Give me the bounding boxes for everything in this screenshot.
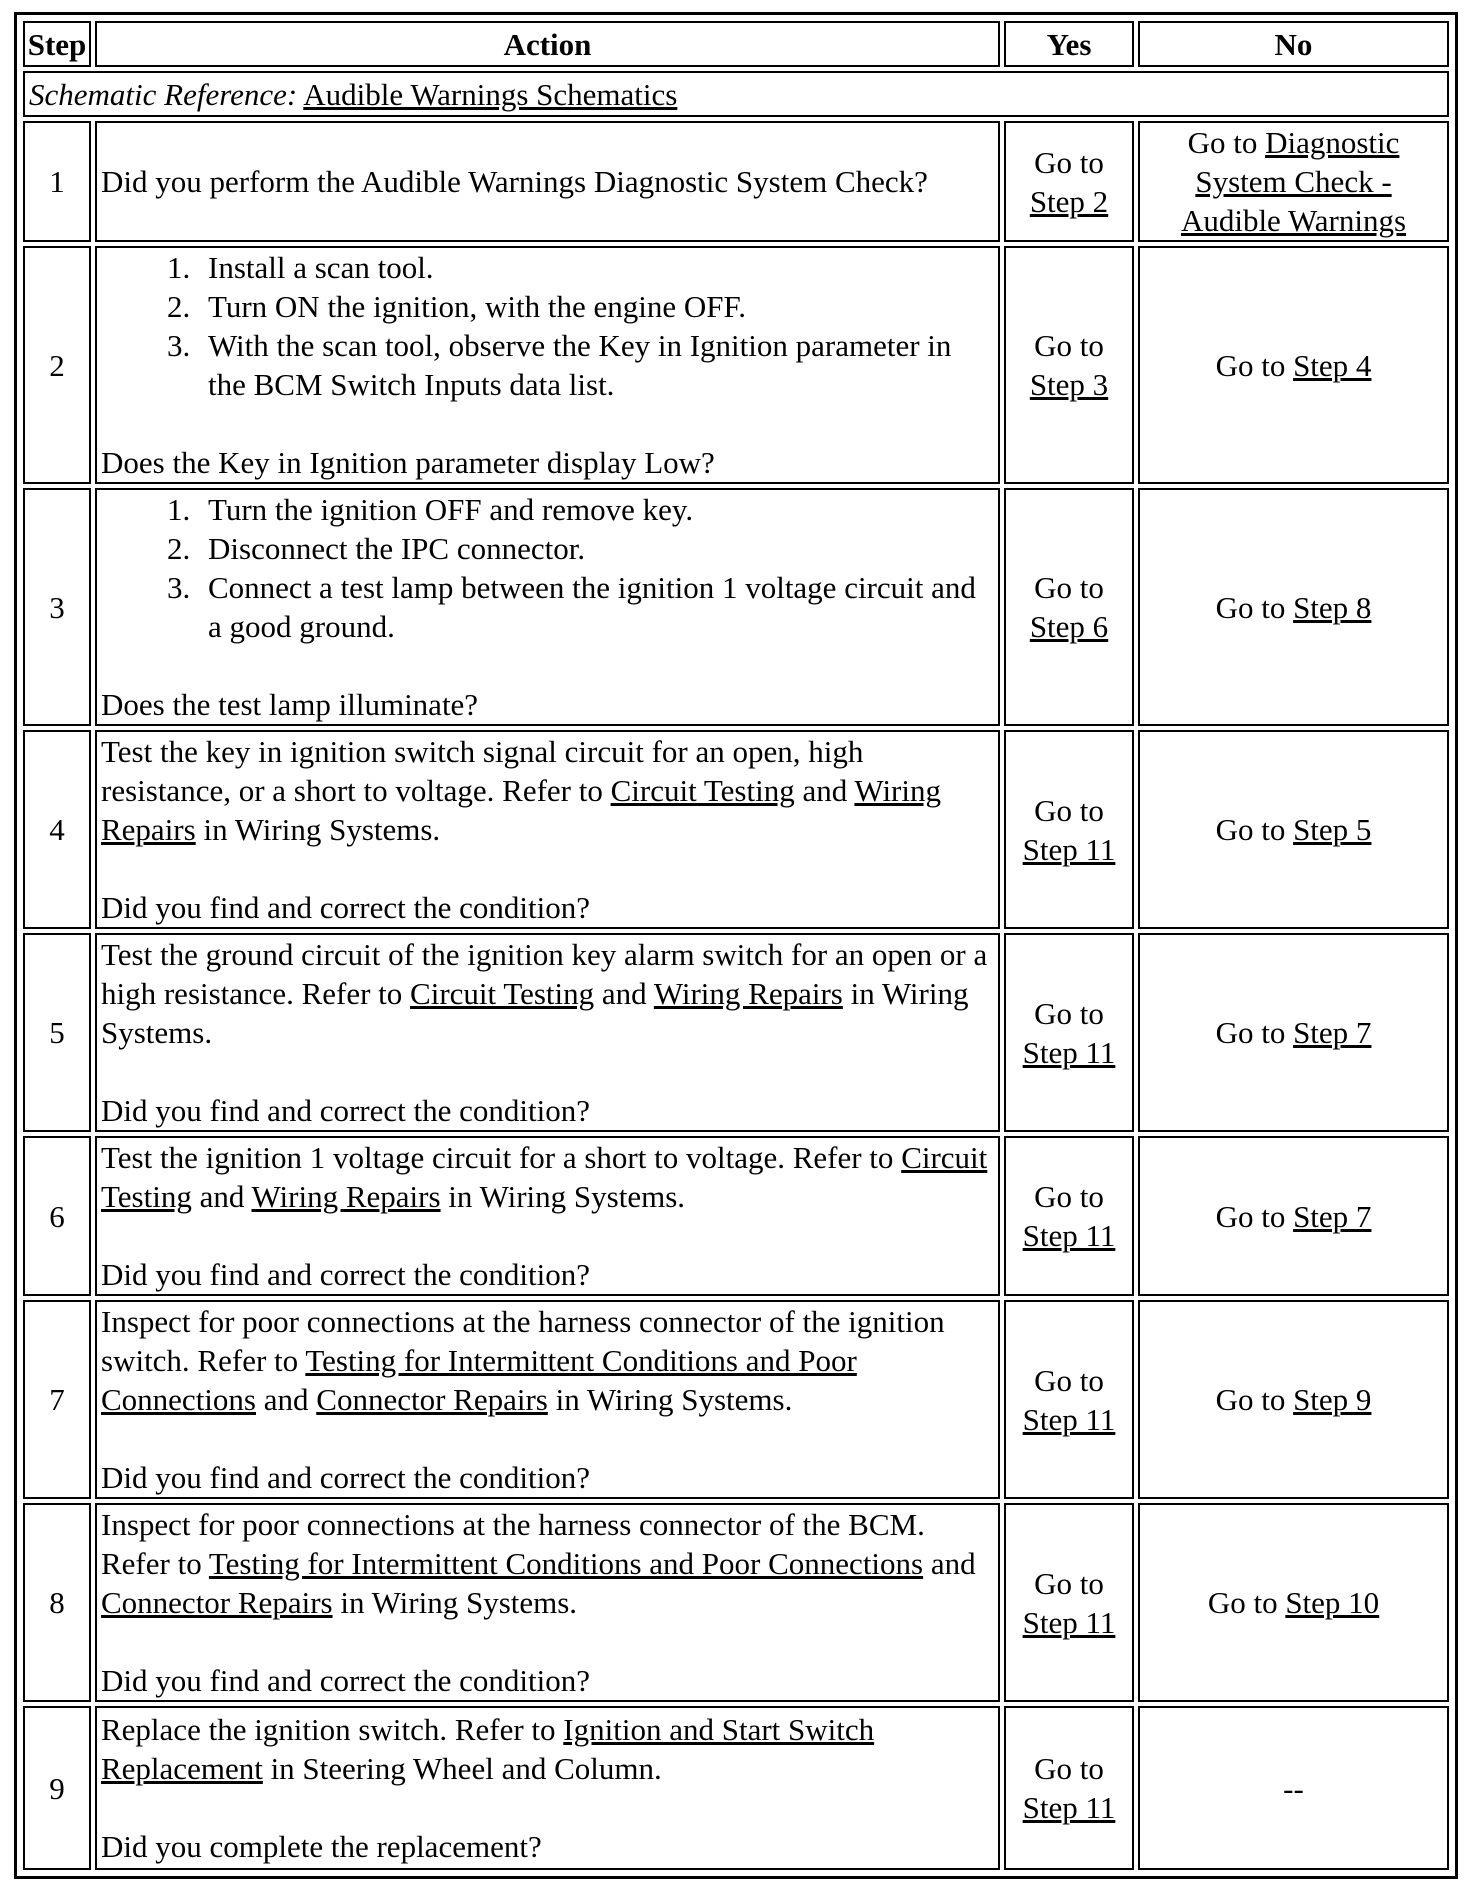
action-instruction — [101, 1138, 994, 1216]
action-text: Inspect for poor connections at the harness connector of the BCM. Refer to — [101, 1507, 925, 1581]
yes-link[interactable]: Step 6 — [1029, 609, 1109, 644]
yes-link[interactable]: Step 11 — [1022, 1604, 1116, 1640]
yes-cell — [1004, 488, 1134, 726]
action-cell — [95, 730, 1000, 929]
no-dash: -- — [1283, 1770, 1304, 1806]
schematic-row — [23, 71, 1449, 117]
step-number: 6 — [23, 1136, 91, 1296]
table-row — [23, 121, 1449, 242]
no-prefix: Go to — [1215, 1198, 1286, 1234]
action-text: and — [191, 1179, 252, 1214]
yes-cell — [1004, 121, 1134, 242]
step-number: 8 — [23, 1503, 91, 1702]
no-link[interactable]: Step 5 — [1293, 812, 1372, 847]
no-prefix: Go to — [1215, 812, 1286, 847]
action-instruction — [101, 935, 994, 1052]
action-list — [101, 248, 994, 404]
action-instruction — [101, 1302, 994, 1419]
yes-prefix: Go to — [1034, 328, 1104, 363]
action-cell — [95, 246, 1000, 484]
step-number: 7 — [23, 1300, 91, 1499]
table-row — [23, 488, 1449, 726]
step-number: 5 — [23, 933, 91, 1132]
no-cell — [1138, 1503, 1449, 1702]
action-instruction — [101, 1710, 994, 1788]
link-testing-intermittent[interactable]: Testing for Intermittent Conditions and Poor Connections — [208, 1546, 924, 1581]
step-number: 4 — [23, 730, 91, 929]
action-text: and — [594, 976, 654, 1011]
action-text: in Wiring Systems. — [332, 1585, 578, 1620]
action-question: Did you find and correct the condition? — [101, 1093, 590, 1128]
action-list-item: 1. Turn the ignition OFF and remove key. — [198, 490, 994, 529]
no-cell — [1138, 933, 1449, 1132]
yes-cell — [1004, 1706, 1134, 1870]
yes-cell — [1004, 1300, 1134, 1499]
action-text: Test the ignition 1 voltage circuit for a short to voltage. Refer to — [101, 1140, 902, 1175]
action-text: and — [256, 1382, 317, 1417]
action-text: in Wiring Systems. — [547, 1382, 793, 1417]
yes-prefix: Go to — [1034, 1751, 1104, 1786]
yes-prefix: Go to — [1034, 792, 1104, 828]
no-link-system-check[interactable]: System Check - — [1195, 164, 1392, 199]
action-text: Replace the ignition switch. Refer to — [101, 1712, 564, 1747]
action-question: Did you find and correct the condition? — [101, 1460, 590, 1495]
action-list-item: 3. With the scan tool, observe the Key in Ignition parameter in the BCM Switch Inputs data list. — [198, 326, 994, 404]
action-question: Does the test lamp illuminate? — [101, 687, 479, 722]
action-cell — [95, 121, 1000, 242]
yes-cell — [1004, 246, 1134, 484]
header-yes: Yes — [1004, 21, 1134, 67]
no-link-diagnostic[interactable]: Diagnostic — [1265, 125, 1400, 160]
step-number: 9 — [23, 1706, 91, 1870]
action-text: in Wiring Systems. — [440, 1179, 686, 1214]
action-question: Did you complete the replacement? — [101, 1829, 542, 1864]
link-circuit-testing[interactable]: Circuit Testing — [410, 976, 595, 1011]
yes-prefix: Go to — [1034, 995, 1104, 1031]
yes-prefix: Go to — [1034, 1179, 1104, 1214]
yes-cell — [1004, 933, 1134, 1132]
action-question: Did you find and correct the condition? — [101, 890, 590, 925]
no-link[interactable]: Step 4 — [1293, 347, 1372, 383]
action-text: and — [923, 1546, 976, 1581]
no-prefix: Go to — [1187, 125, 1258, 160]
link-connector-repairs[interactable]: Connector Repairs — [316, 1382, 548, 1417]
header-step: Step — [23, 21, 91, 67]
yes-link[interactable]: Step 11 — [1022, 1790, 1116, 1825]
no-prefix: Go to — [1207, 1585, 1278, 1620]
link-ignition-switch-replacement[interactable]: Ignition and Start Switch Replacement — [101, 1712, 875, 1786]
link-testing-intermittent[interactable]: Testing for Intermittent Conditions and Poor Connections — [101, 1343, 857, 1417]
yes-cell — [1004, 730, 1134, 929]
no-prefix: Go to — [1215, 347, 1286, 383]
action-cell — [95, 1503, 1000, 1702]
yes-cell — [1004, 1503, 1134, 1702]
header-no: No — [1138, 21, 1449, 67]
no-prefix: Go to — [1215, 1382, 1286, 1417]
step-number: 3 — [23, 488, 91, 726]
link-connector-repairs[interactable]: Connector Repairs — [101, 1585, 333, 1620]
yes-link[interactable]: Step 11 — [1022, 831, 1116, 867]
yes-link[interactable]: Step 2 — [1029, 183, 1109, 219]
yes-prefix: Go to — [1034, 1362, 1104, 1398]
yes-link[interactable]: Step 11 — [1022, 1218, 1116, 1253]
no-link[interactable]: Step 10 — [1285, 1585, 1380, 1620]
yes-link[interactable]: Step 11 — [1022, 1401, 1116, 1437]
action-list-item: 1. Install a scan tool. — [198, 248, 994, 287]
action-list-item: 3. Connect a test lamp between the ignition 1 voltage circuit and a good ground. — [198, 568, 994, 646]
action-text: and — [794, 773, 855, 808]
table-row — [23, 246, 1449, 484]
action-text: in Wiring Systems. — [101, 976, 969, 1050]
action-cell — [95, 488, 1000, 726]
no-link[interactable]: Step 7 — [1293, 1198, 1372, 1234]
yes-cell — [1004, 1136, 1134, 1296]
link-wiring-repairs[interactable]: Wiring Repairs — [101, 773, 941, 847]
action-text: in Steering Wheel and Column. — [262, 1751, 662, 1786]
yes-prefix: Go to — [1034, 144, 1104, 180]
no-cell — [1138, 488, 1449, 726]
no-link[interactable]: Step 7 — [1293, 1015, 1372, 1050]
link-circuit-testing[interactable]: Circuit Testing — [101, 1140, 988, 1214]
action-list — [101, 490, 994, 646]
table-row — [23, 730, 1449, 929]
step-number: 2 — [23, 246, 91, 484]
action-text: Test the ground circuit of the ignition key alarm switch for an open or a high resistance. Refer to — [101, 937, 988, 1011]
action-list-item: 2. Turn ON the ignition, with the engine OFF. — [198, 287, 994, 326]
no-cell — [1138, 246, 1449, 484]
no-link[interactable]: Step 9 — [1293, 1382, 1372, 1417]
action-text: Test the key in ignition switch signal circuit for an open, high resistance, or a short to voltage. Refer to — [101, 734, 864, 808]
action-cell — [95, 1300, 1000, 1499]
no-cell — [1138, 121, 1449, 242]
action-cell — [95, 933, 1000, 1132]
yes-link[interactable]: Step 11 — [1022, 1034, 1116, 1070]
no-cell — [1138, 1300, 1449, 1499]
link-circuit-testing[interactable]: Circuit Testing — [610, 773, 795, 808]
yes-prefix: Go to — [1034, 1565, 1104, 1601]
action-list-item: 2. Disconnect the IPC connector. — [198, 529, 994, 568]
no-link-audible-warnings[interactable]: Audible Warnings — [1180, 203, 1407, 238]
link-wiring-repairs[interactable]: Wiring Repairs — [251, 1179, 441, 1214]
action-text: in Wiring Systems. — [195, 812, 441, 847]
action-text: Inspect for poor connections at the harness connector of the ignition switch. Refer to — [101, 1304, 945, 1378]
no-cell — [1138, 1706, 1449, 1870]
diagnostic-document — [14, 12, 1458, 1879]
table-row — [23, 1706, 1449, 1870]
yes-prefix: Go to — [1034, 570, 1104, 605]
table-row — [23, 1136, 1449, 1296]
action-question: Did you find and correct the condition? — [101, 1257, 590, 1292]
schematic-label: Schematic Reference: — [29, 76, 298, 112]
diagnostic-table — [19, 17, 1453, 1874]
header-row — [23, 21, 1449, 67]
header-action: Action — [95, 21, 1000, 67]
table-row — [23, 1300, 1449, 1499]
schematic-reference — [23, 71, 1449, 117]
action-instruction — [101, 732, 994, 849]
no-link[interactable]: Step 8 — [1293, 589, 1372, 625]
action-question: Did you perform the Audible Warnings Diagnostic System Check? — [101, 164, 928, 199]
action-question: Did you find and correct the condition? — [101, 1663, 590, 1698]
no-cell — [1138, 730, 1449, 929]
no-cell — [1138, 1136, 1449, 1296]
action-instruction — [101, 1505, 994, 1622]
no-prefix: Go to — [1215, 589, 1286, 625]
link-wiring-repairs[interactable]: Wiring Repairs — [653, 976, 843, 1011]
table-row — [23, 933, 1449, 1132]
yes-link[interactable]: Step 3 — [1029, 367, 1109, 402]
schematic-link[interactable]: Audible Warnings Schematics — [303, 76, 678, 112]
action-cell — [95, 1706, 1000, 1870]
table-row — [23, 1503, 1449, 1702]
action-cell — [95, 1136, 1000, 1296]
step-number: 1 — [23, 121, 91, 242]
action-question: Does the Key in Ignition parameter display Low? — [101, 445, 715, 480]
no-prefix: Go to — [1215, 1015, 1286, 1050]
